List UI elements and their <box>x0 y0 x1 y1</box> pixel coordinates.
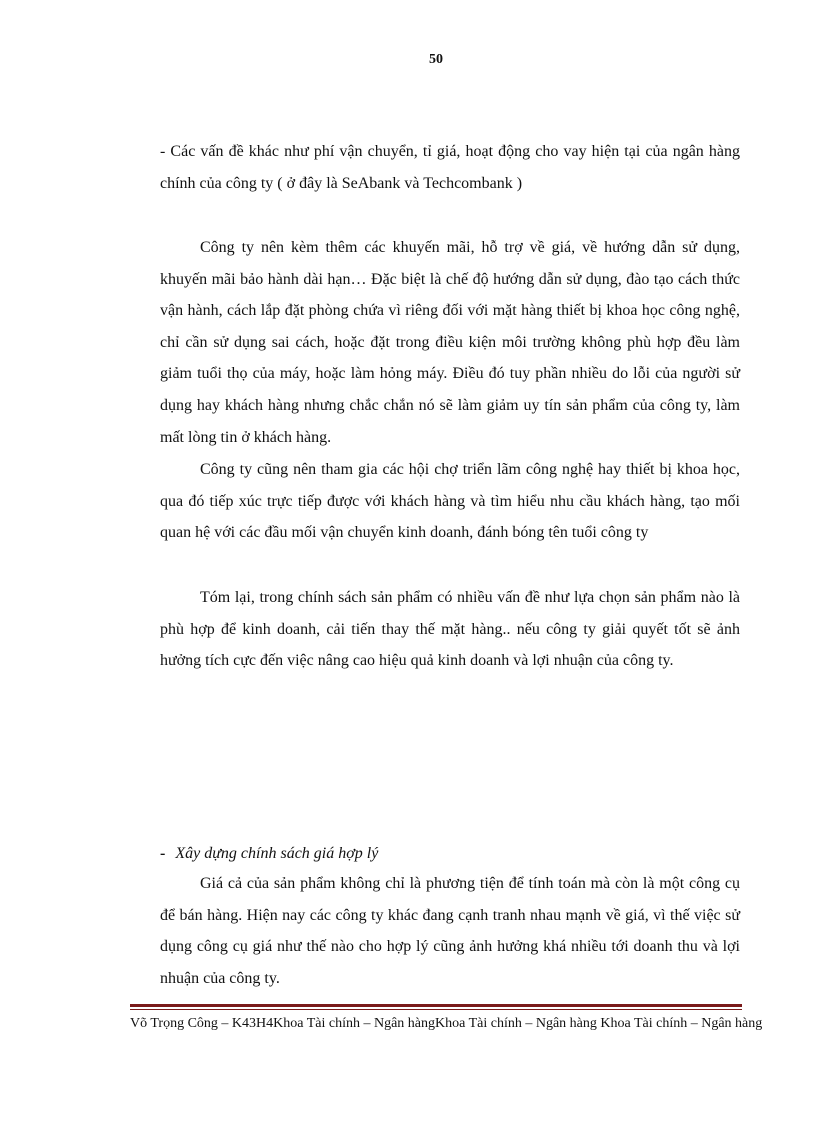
heading-dash: - <box>160 845 166 862</box>
paragraph-other-issues: - Các vấn đề khác như phí vận chuyển, tỉ giá, hoạt động cho vay hiện tại của ngân hàng chính của công ty ( ở đây là SeAbank và Techcombank ) <box>160 143 740 192</box>
section-heading-pricing <box>160 838 740 870</box>
heading-text: Xây dựng chính sách giá hợp lý <box>175 845 379 862</box>
paragraph-promotions: Công ty nên kèm thêm các khuyến mãi, hỗ trợ về giá, về hướng dẫn sử dụng, khuyến mãi bảo hành dài hạn… Đặc biệt là chế độ hướng dẫn sử dụng, đào tạo cách thức vận hành, cách lắp đặt phòng chứa vì riêng đối với mặt hàng thiết bị khoa học công nghệ, chỉ cần sử dụng sai cách, hoặc đặt trong điều kiện môi trường không phù hợp đều làm giảm tuổi thọ của máy, hoặc làm hỏng máy. Điều đó tuy phần nhiều do lỗi của người sử dụng hay khách hàng nhưng chắc chắn nó sẽ làm giảm uy tín sản phẩm của công ty, làm mất lòng tin ở khách hàng. <box>160 239 740 446</box>
page-number: 50 <box>429 52 443 67</box>
page-footer: Võ Trọng Công – K43H4Khoa Tài chính – Ngân hàngKhoa Tài chính – Ngân hàng Khoa Tài chính – Ngân hàng <box>130 1016 763 1031</box>
paragraph-pricing: Giá cả của sản phẩm không chỉ là phương tiện để tính toán mà còn là một công cụ để bán hàng. Hiện nay các công ty khác đang cạnh tranh nhau mạnh về giá, vì thế việc sử dụng công cụ giá như thế nào cho hợp lý cũng ảnh hưởng khá nhiều tới doanh thu và lợi nhuận của công ty. <box>160 875 740 987</box>
paragraph-trade-fairs: Công ty cũng nên tham gia các hội chợ triển lãm công nghệ hay thiết bị khoa học, qua đó tiếp xúc trực tiếp được với khách hàng và tìm hiểu nhu cầu khách hàng, tạo mối quan hệ với các đầu mối vận chuyển kinh doanh, đánh bóng tên tuổi công ty <box>160 461 740 542</box>
paragraph-summary: Tóm lại, trong chính sách sản phẩm có nhiều vấn đề như lựa chọn sản phẩm nào là phù hợp để kinh doanh, cải tiến thay thế mặt hàng.. nếu công ty giải quyết tốt sẽ ảnh hưởng tích cực đến việc nâng cao hiệu quả kinh doanh và lợi nhuận của công ty. <box>160 589 740 670</box>
footer-rule-thick <box>130 1004 742 1007</box>
footer-rule-thin <box>130 1009 742 1010</box>
